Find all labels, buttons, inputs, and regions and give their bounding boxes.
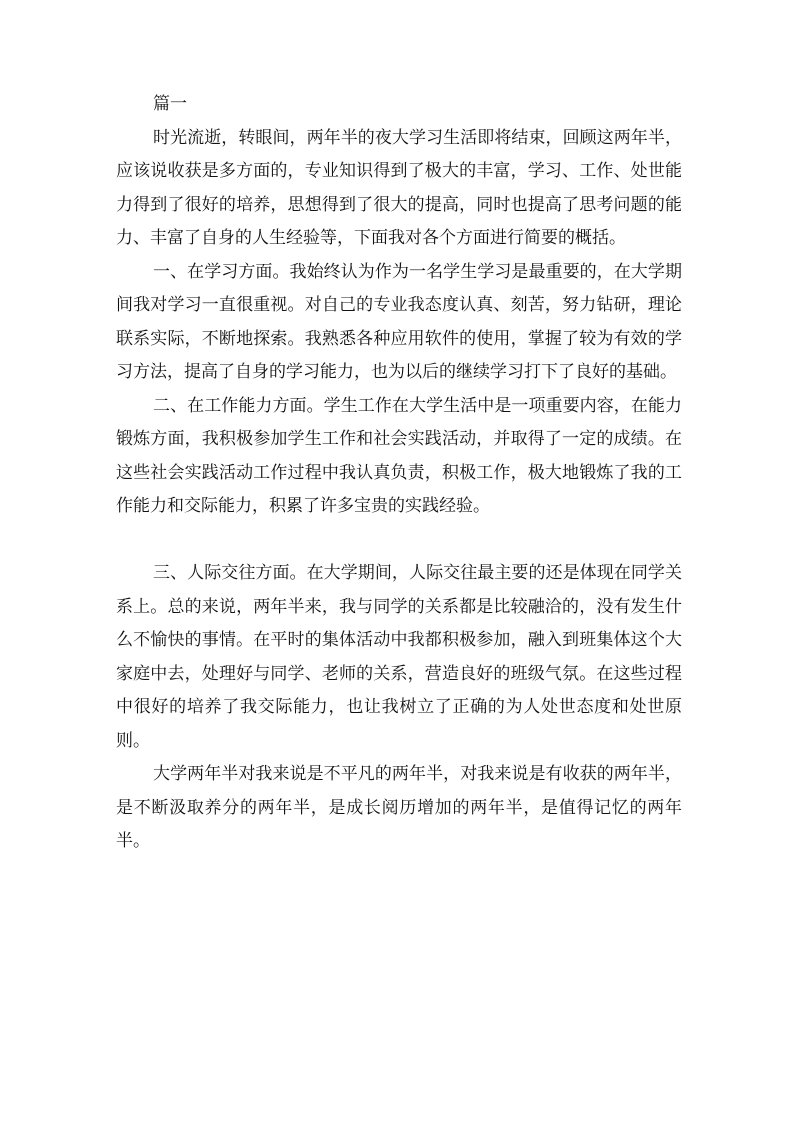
section-title: 篇一 <box>153 94 187 114</box>
paragraph-intro: 时光流逝，转眼间，两年半的夜大学习生活即将结束，回顾这两年半，应该说收获是多方面的，专业知识得到了极大的丰富，学习、工作、处世能力得到了很好的培养，思想得到了很大的提高，同时也提高了思考问题的能力、丰富了自身的人生经验等，下面我对各个方面进行简要的概括。 <box>116 127 682 248</box>
paragraph-spacer <box>116 524 682 558</box>
paragraph-work: 二、在工作能力方面。学生工作在大学生活中是一项重要内容，在能力锻炼方面，我积极参加学生工作和社会实践活动，并取得了一定的成绩。在这些社会实践活动工作过程中我认真负责，积极工作，极大地锻炼了我的工作能力和交际能力，积累了许多宝贵的实践经验。 <box>116 395 682 516</box>
paragraph-social: 三、人际交往方面。在大学期间，人际交往最主要的还是体现在同学关系上。总的来说，两年半来，我与同学的关系都是比较融洽的，没有发生什么不愉快的事情。在平时的集体活动中我都积极参加，融入到班集体这个大家庭中去，处理好与同学、老师的关系，营造良好的班级气氛。在这些过程中很好的培养了我交际能力，也让我树立了正确的为人处世态度和处世原则。 <box>116 563 682 751</box>
document-body <box>116 88 682 859</box>
paragraph-conclusion: 大学两年半对我来说是不平凡的两年半，对我来说是有收获的两年半，是不断汲取养分的两年半，是成长阅历增加的两年半，是值得记忆的两年半。 <box>116 764 682 851</box>
paragraph-study: 一、在学习方面。我始终认为作为一名学生学习是最重要的，在大学期间我对学习一直很重视。对自己的专业我态度认真、刻苦，努力钻研，理论联系实际，不断地探索。我熟悉各种应用软件的使用，掌握了较为有效的学习方法，提高了自身的学习能力，也为以后的继续学习打下了良好的基础。 <box>116 261 682 382</box>
